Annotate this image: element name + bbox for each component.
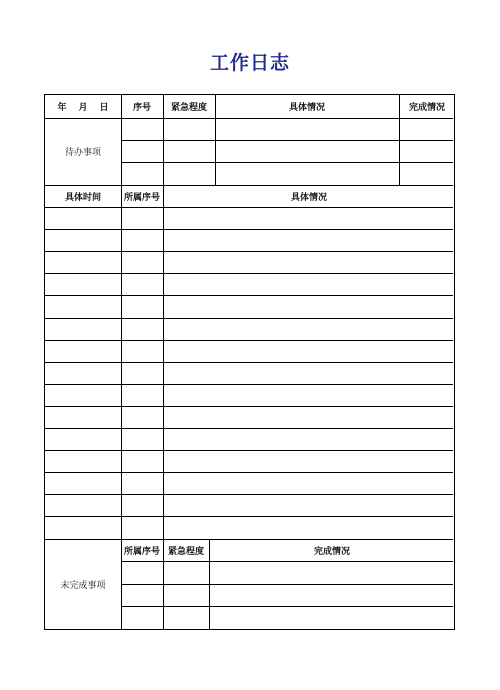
grid-line	[121, 95, 122, 629]
log-detail-header: 具体情况	[290, 192, 327, 203]
grid-line	[45, 340, 453, 341]
grid-line	[121, 162, 453, 163]
grid-line	[45, 428, 453, 429]
grid-line	[45, 384, 453, 385]
grid-line	[121, 140, 453, 141]
grid-line	[121, 561, 453, 562]
grid-line	[45, 273, 453, 274]
completion-header: 完成情况	[408, 103, 445, 113]
grid-line	[45, 362, 453, 363]
grid-line	[45, 229, 453, 230]
grid-line	[45, 185, 453, 186]
grid-line	[45, 118, 453, 119]
grid-line	[45, 295, 453, 296]
unfinished-urgency-header: 紧急程度	[167, 546, 204, 557]
grid-line	[121, 584, 453, 585]
log-time-header: 具体时间	[64, 192, 101, 203]
year-label: 年	[57, 103, 67, 113]
log-belong-seq-header: 所属序号	[123, 192, 160, 203]
grid-line	[45, 494, 453, 495]
unfinished-label: 未完成事项	[60, 580, 106, 591]
grid-line	[45, 450, 453, 451]
unfinished-completion-header: 完成情况	[313, 546, 350, 557]
grid-line	[45, 251, 453, 252]
detail-header: 具体情况	[288, 103, 325, 113]
page-title: 工作日志	[209, 52, 290, 74]
grid-line	[121, 606, 453, 607]
grid-line	[45, 472, 453, 473]
date-header	[45, 95, 121, 118]
grid-line	[45, 318, 453, 319]
grid-line	[163, 185, 164, 539]
grid-line	[45, 516, 453, 517]
grid-line	[45, 207, 453, 208]
todo-label: 待办事项	[64, 148, 101, 158]
month-label: 月	[78, 103, 88, 113]
unfinished-belong-seq-header: 所属序号	[123, 546, 160, 557]
urgency-header: 紧急程度	[170, 103, 207, 113]
grid-line	[45, 406, 453, 407]
work-log-form	[44, 94, 455, 630]
seq-header: 序号	[132, 103, 151, 113]
grid-line	[45, 539, 453, 540]
day-label: 日	[99, 103, 109, 113]
grid-line	[399, 95, 400, 185]
grid-line	[215, 95, 216, 185]
grid-line	[163, 95, 164, 185]
grid-line	[209, 539, 210, 629]
grid-line	[163, 539, 164, 629]
